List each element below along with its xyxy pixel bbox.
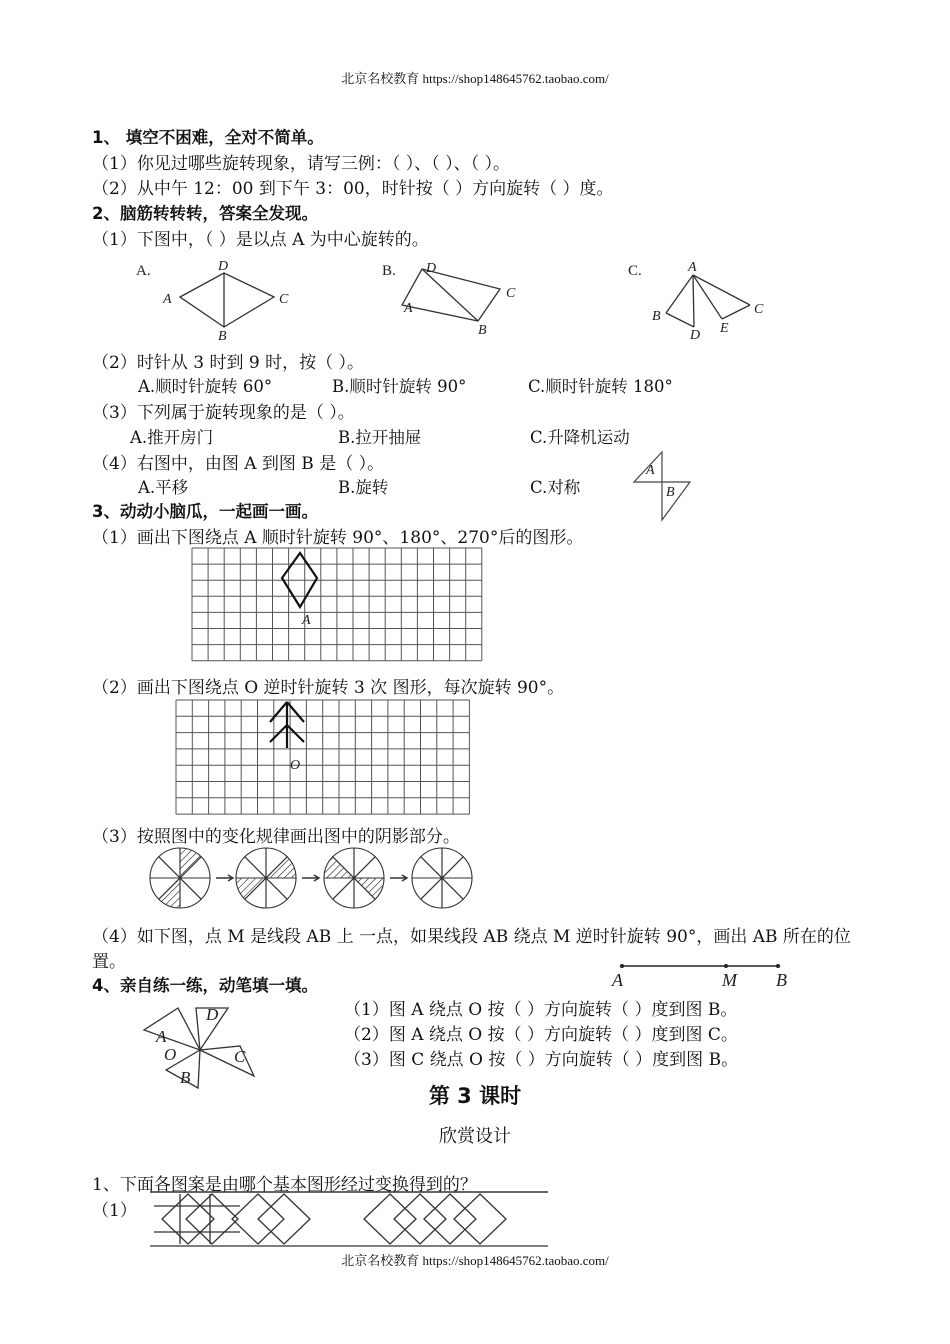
figure-option-c <box>626 255 786 345</box>
s5-question-1: （1） <box>92 1201 137 1221</box>
circle-sector <box>159 878 180 908</box>
point-m: M <box>722 970 737 990</box>
section-2-title: 2、脑筋转转转，答案全发现。 <box>92 204 318 223</box>
s4-question-1: （1）图 A 绕点 O 按（ ）方向旋转（ ）度到图 B。 <box>344 1000 738 1020</box>
point-a: A <box>163 292 172 307</box>
section-3-title: 3、动动小脑瓜，一起画一画。 <box>92 502 318 521</box>
section-5-title: 1、下面各图案是由哪个基本图形经过变换得到的？ <box>92 1175 477 1195</box>
figure-option-b <box>378 255 548 345</box>
circle-sector <box>442 848 463 878</box>
circle-sector <box>266 878 296 899</box>
s2-question-2: （2）时针从 3 时到 9 时，按（ ）。 <box>92 353 364 373</box>
point-d: D <box>426 261 437 276</box>
s4-question-2: （2）图 A 绕点 O 按（ ）方向旋转（ ）度到图 C。 <box>344 1025 738 1045</box>
section-4-title: 4、亲自练一练，动笔填一填。 <box>92 976 318 995</box>
circle-sector <box>442 857 472 878</box>
circle-sector <box>354 848 375 878</box>
s2-question-3: （3）下列属于旋转现象的是（ ）。 <box>92 403 355 423</box>
circle-sector <box>180 848 201 878</box>
circle-sector <box>442 878 472 899</box>
circle-sector <box>236 857 266 878</box>
circle-sector <box>421 878 442 908</box>
s2-question-4: （4）右图中，由图 A 到图 B 是（ ）。 <box>92 454 385 474</box>
figure-b: B <box>180 1068 191 1087</box>
triangle-b-label: B <box>666 485 675 500</box>
segment-ab <box>608 958 808 992</box>
figure-c: C <box>234 1047 246 1066</box>
circle-sector <box>324 857 354 878</box>
point-a: A <box>404 301 413 316</box>
circle-sector <box>354 857 384 878</box>
circle-sector <box>150 857 180 878</box>
triangle-a-label: A <box>646 463 655 478</box>
s2-q2-option-a: A.顺时针旋转 60° <box>138 377 273 396</box>
figure-pinwheel <box>132 1000 272 1090</box>
point-c: C <box>754 302 764 317</box>
grid-rotate-around-a <box>192 548 482 672</box>
s2-q3-option-b: B.拉开抽屉 <box>338 428 422 447</box>
s2-q4-option-a: A.平移 <box>138 478 189 497</box>
point-a: A <box>612 970 623 990</box>
lesson-subtitle: 欣赏设计 <box>439 1126 511 1147</box>
point-b: B <box>218 329 227 344</box>
sequence-arrow <box>302 875 319 881</box>
point-a: A <box>302 613 311 628</box>
circle-sector <box>159 848 180 878</box>
point-o: O <box>164 1045 177 1064</box>
grid-rotate-around-o <box>176 700 471 822</box>
circle-sector <box>442 878 463 908</box>
sequence-arrow <box>216 875 233 881</box>
s2-q4-option-c: C.对称 <box>530 478 581 497</box>
point-c: C <box>279 292 289 307</box>
circle-sector <box>354 878 384 899</box>
point-c: C <box>506 286 516 301</box>
point-a: A <box>688 260 697 275</box>
point-b: B <box>652 309 661 324</box>
figure-c-label: C. <box>628 263 642 279</box>
page-header: 北京名校教育 https://shop148645762.taobao.com/ <box>341 71 609 86</box>
s3-question-4-line1: （4）如下图，点 M 是线段 AB 上 一点，如果线段 AB 绕点 M 逆时针旋转 90°，画出 AB 所在的位 <box>92 927 851 947</box>
diamond-pattern <box>150 1186 550 1250</box>
circles-pattern-sequence <box>146 846 486 918</box>
s2-q2-option-c: C.顺时针旋转 180° <box>528 377 673 396</box>
page-footer: 北京名校教育 https://shop148645762.taobao.com/ <box>341 1253 609 1268</box>
sequence-arrow <box>390 875 407 881</box>
lesson-title: 第 3 课时 <box>428 1084 522 1108</box>
s2-q2-option-b: B.顺时针旋转 90° <box>332 377 467 396</box>
circle-sector <box>333 878 354 908</box>
s2-q3-option-c: C.升降机运动 <box>530 428 630 447</box>
circle-sector <box>266 857 296 878</box>
section-1-title: 1、 填空不困难，全对不简单。 <box>92 128 324 147</box>
point-b: B <box>776 970 787 990</box>
point-d: D <box>690 328 701 343</box>
s3-question-1: （1）画出下图绕点 A 顺时针旋转 90°、180°、270°后的图形。 <box>92 528 584 548</box>
circle-sector <box>180 878 201 908</box>
point-o: O <box>290 758 301 773</box>
point-b: B <box>478 323 487 338</box>
circle-sector <box>245 848 266 878</box>
s3-question-2: （2）画出下图绕点 O 逆时针旋转 3 次 图形，每次旋转 90°。 <box>92 678 565 698</box>
figure-a: A <box>156 1027 167 1046</box>
s1-question-1: （1）你见过哪些旋转现象，请写三例：（ ）、（ ）、（ ）。 <box>92 154 511 174</box>
circle-sector <box>266 878 287 908</box>
s1-question-2: （2）从中午 12：00 到下午 3：00，时针按（ ）方向旋转（ ）度。 <box>92 179 614 199</box>
figure-b-label: B. <box>382 263 396 279</box>
point-e: E <box>720 321 729 336</box>
figure-d: D <box>206 1005 219 1024</box>
figure-option-a <box>130 255 310 345</box>
circle-sector <box>421 848 442 878</box>
s4-question-3: （3）图 C 绕点 O 按（ ）方向旋转（ ）度到图 B。 <box>344 1050 739 1070</box>
point-d: D <box>218 259 229 274</box>
s3-question-3: （3）按照图中的变化规律画出图中的阴影部分。 <box>92 827 460 847</box>
circle-sector <box>412 857 442 878</box>
s2-question-1: （1）下图中，（ ）是以点 A 为中心旋转的。 <box>92 230 429 250</box>
s2-q4-option-b: B.旋转 <box>338 478 389 497</box>
figure-a-label: A. <box>136 263 151 279</box>
circle-sector <box>236 878 266 899</box>
circle-sector <box>180 878 210 899</box>
figure-a-to-b <box>628 448 698 528</box>
s2-q3-option-a: A.推开房门 <box>130 428 214 447</box>
circle-sector <box>412 878 442 899</box>
circle-sector <box>324 878 354 899</box>
s3-question-4-line2: 置。 <box>92 952 126 972</box>
